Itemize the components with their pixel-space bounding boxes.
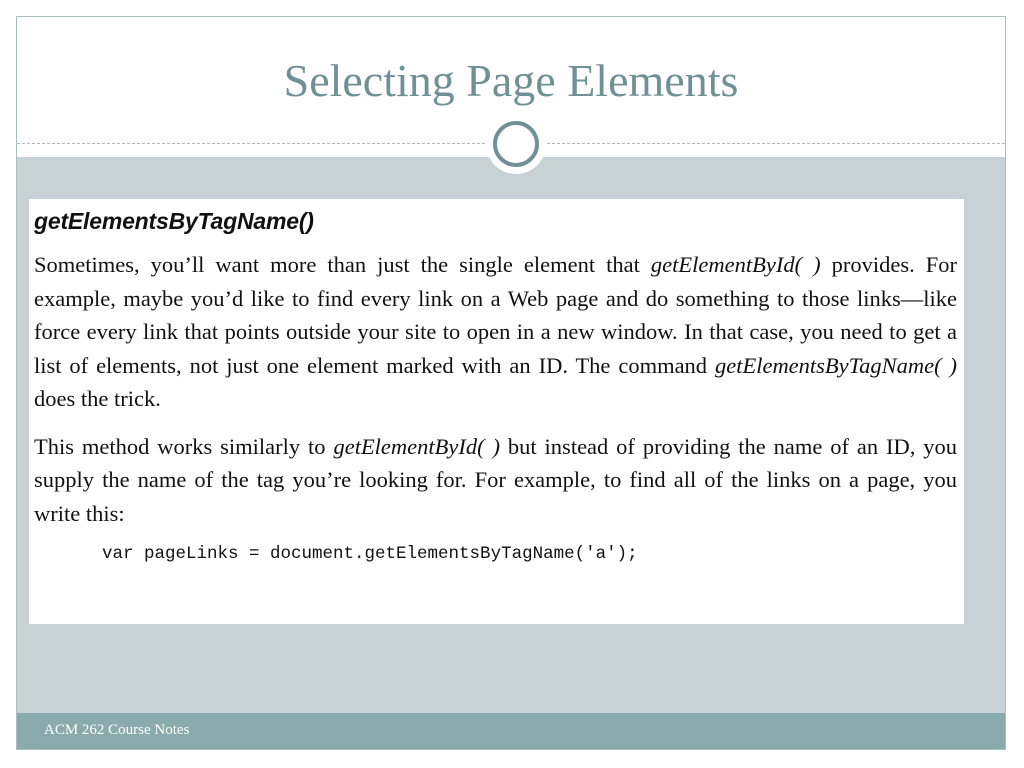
- paragraph-2: [34, 430, 957, 531]
- book-excerpt: [29, 199, 964, 624]
- slide-title: Selecting Page Elements: [283, 55, 739, 106]
- paragraph-1-text-2: provides. For example, maybe you’d like to find every link on a Web page and do something to those links—like force every link that points outside your site to open in a new window. In that case, you need to get a list of elements, not just one element marked with an ID. The command: [34, 252, 957, 378]
- paragraph-2-text-1: This method works similarly to: [34, 433, 334, 459]
- excerpt-heading: getElementsByTagName(): [34, 208, 314, 234]
- ornament-ring: [493, 121, 539, 167]
- paragraph-1-code-2: getElementsByTagName( ): [714, 352, 957, 378]
- slide-footer: [17, 713, 1005, 749]
- footer-text: ACM 262 Course Notes: [44, 722, 190, 738]
- paragraph-1-text-3: does the trick.: [34, 386, 161, 411]
- code-line: var pageLinks = document.getElementsByTagName('a');: [102, 544, 638, 564]
- paragraph-1-text-1: Sometimes, you’ll want more than just the single element that: [34, 252, 651, 277]
- paragraph-2-text-2: but instead of providing the name of an ID, you supply the name of the tag you’re looking for. For example, to find all of the links on a page, you write this:: [34, 433, 957, 526]
- paragraph-1-code-1: getElementById( ): [650, 252, 821, 277]
- circle-ornament-icon: [486, 114, 546, 174]
- paragraph-1: [34, 248, 957, 416]
- paragraph-2-code-1: getElementById( ): [333, 433, 501, 459]
